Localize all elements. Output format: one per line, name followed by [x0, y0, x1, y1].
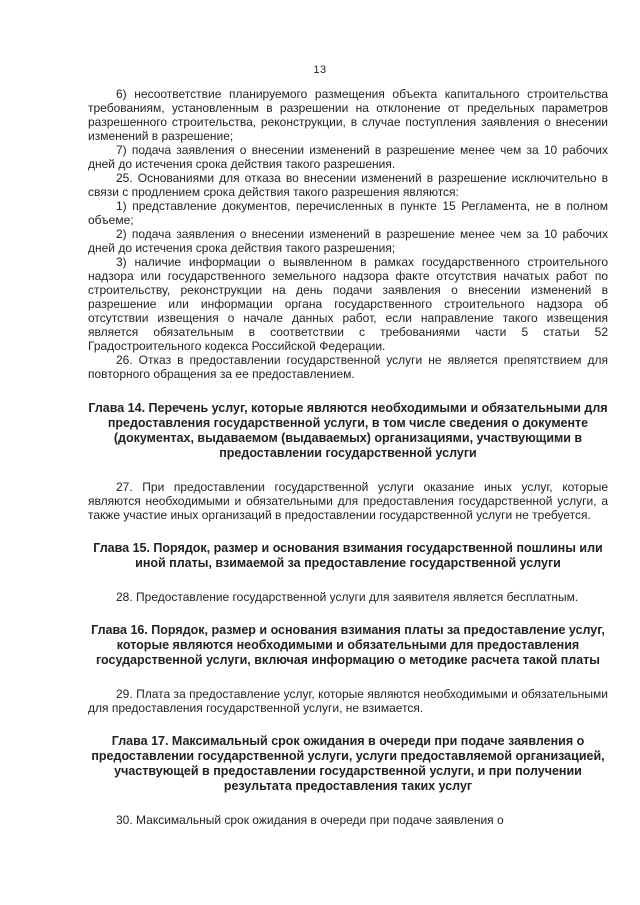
paragraph-25-item-3: 3) наличие информации о выявленном в рамках государственного строительного надзора или государственного земельного надзора факте отсутствия начатых работ по строительству, реконструкции на день подачи заявления о внесении изменений в разрешение или информации органа государственного строительного надзора об отсутствии извещения о начале данных работ, если направление такого извещения является обязательным в соответствии с требованиями части 5 статьи 52 Градостроительного кодекса Российской Федерации.	[88, 255, 608, 353]
paragraph-29: 29. Плата за предоставление услуг, которые являются необходимыми и обязательными для предоставления государственной услуги, не взимается.	[88, 687, 608, 715]
paragraph-28: 28. Предоставление государственной услуги для заявителя является бесплатным.	[116, 590, 579, 604]
document-body	[88, 87, 608, 827]
paragraph-item-6: 6) несоответствие планируемого размещения объекта капитального строительства требованиям, установленным в разрешении на отклонение от предельных параметров разрешенного строительства, реконструкции, в случае поступления заявления о внесении изменений в разрешение;	[88, 87, 608, 143]
chapter-14-heading: Глава 14. Перечень услуг, которые являются необходимыми и обязательными для предоставления государственной услуги, в том числе сведения о документе (документах, выдаваемом (выдаваемых) организациями, участвующими в предоставлении государственной услуги	[88, 401, 608, 460]
paragraph-27: 27. При предоставлении государственной услуги оказание иных услуг, которые являются необходимыми и обязательными для предоставления государственной услуги, а также участие иных организаций в предоставлении государственной услуги не требуется.	[88, 480, 608, 522]
paragraph-26: 26. Отказ в предоставлении государственной услуги не является препятствием для повторного обращения за ее предоставлением.	[88, 353, 608, 381]
paragraph-25-item-1: 1) представление документов, перечисленных в пункте 15 Регламента, не в полном объеме;	[88, 199, 608, 227]
paragraph-item-7: 7) подача заявления о внесении изменений в разрешение менее чем за 10 рабочих дней до истечения срока действия такого разрешения.	[88, 143, 608, 171]
paragraph-25: 25. Основаниями для отказа во внесении изменений в разрешение исключительно в связи с продлением срока действия такого разрешения являются:	[88, 171, 608, 199]
chapter-15-heading: Глава 15. Порядок, размер и основания взимания государственной пошлины или иной платы, взимаемой за предоставление государственной услуги	[93, 541, 603, 570]
paragraph-25-item-2: 2) подача заявления о внесении изменений в разрешение менее чем за 10 рабочих дней до истечения срока действия такого разрешения;	[88, 227, 608, 255]
chapter-16-heading: Глава 16. Порядок, размер и основания взимания платы за предоставление услуг, которые являются необходимыми и обязательными для предоставления государственной услуги, включая информацию о методике расчета такой платы	[91, 623, 605, 667]
page-number: 13	[313, 64, 327, 76]
chapter-17-heading: Глава 17. Максимальный срок ожидания в очереди при подаче заявления о предоставлении государственной услуги, услуги предоставляемой организацией, участвующей в предоставлении государственной услуги, и при получении результата предоставления таких услуг	[91, 734, 605, 793]
paragraph-30: 30. Максимальный срок ожидания в очереди при подаче заявления о	[116, 813, 504, 827]
